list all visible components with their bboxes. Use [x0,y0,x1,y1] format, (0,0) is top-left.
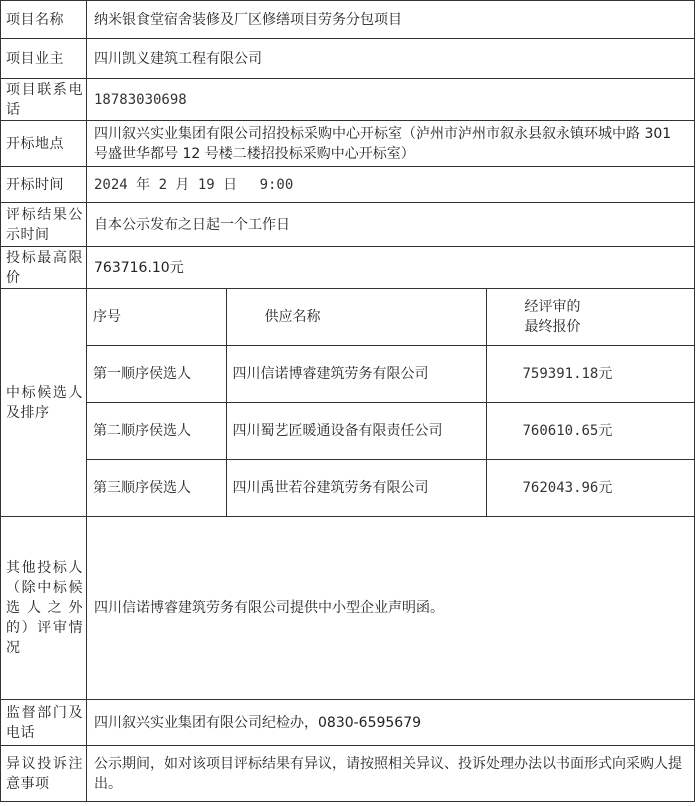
row-bid-time [1,167,695,203]
table-row [87,402,694,459]
price-header: 经评审的 最终报价 [486,289,694,345]
max-price-label: 投标最高限价 [1,247,87,289]
table-row [87,345,694,402]
candidates-label: 中标候选人及排序 [1,289,87,517]
others-value: 四川信诺博睿建筑劳务有限公司提供中小型企业声明函。 [87,517,695,700]
publicity-time-value: 自本公示发布之日起一个工作日 [87,203,695,247]
row-objection [1,746,695,802]
candidate-supplier: 四川信诺博睿建筑劳务有限公司 [226,345,486,402]
contact-value: 18783030698 [87,79,695,121]
publicity-time-label: 评标结果公示时间 [1,203,87,247]
objection-label: 异议投诉注意事项 [1,746,87,802]
candidate-rank: 第一顺序侯选人 [87,345,226,402]
others-label: 其他投标人（除中标候选人之外的）评审情况 [1,517,87,700]
row-bid-location [1,121,695,167]
owner-label: 项目业主 [1,39,87,79]
contact-label: 项目联系电话 [1,79,87,121]
row-max-price [1,247,695,289]
supervision-label: 监督部门及电话 [1,700,87,746]
candidate-rank: 第三顺序侯选人 [87,459,226,516]
owner-value: 四川凯义建筑工程有限公司 [87,39,695,79]
bid-location-value: 四川叙兴实业集团有限公司招投标采购中心开标室（泸州市泸州市叙永县叙永镇环城中路 301 号盛世华都号 12 号楼二楼招投标采购中心开标室） [87,121,695,167]
row-project-name [1,1,695,39]
candidate-supplier: 四川禹世若谷建筑劳务有限公司 [226,459,486,516]
row-contact [1,79,695,121]
bid-time-value: 2024 年 2 月 19 日 9:00 [87,167,695,203]
max-price-value: 763716.10元 [87,247,695,289]
candidate-price: 760610.65元 [486,402,694,459]
objection-value: 公示期间，如对该项目评标结果有异议，请按照相关异议、投诉处理办法以书面形式向采购人提出。 [87,746,695,802]
candidate-price: 759391.18元 [486,345,694,402]
row-candidates [1,289,695,517]
candidates-cell [87,289,695,517]
row-others [1,517,695,700]
project-name-label: 项目名称 [1,1,87,39]
row-owner [1,39,695,79]
supervision-value: 四川叙兴实业集团有限公司纪检办，0830-6595679 [87,700,695,746]
row-publicity-time [1,203,695,247]
supplier-header: 供应名称 [226,289,486,345]
rank-header: 序号 [87,289,226,345]
candidates-table [87,289,694,516]
candidates-header-row [87,289,694,345]
project-name-value: 纳米银食堂宿舍装修及厂区修缮项目劳务分包项目 [87,1,695,39]
row-supervision [1,700,695,746]
candidate-price: 762043.96元 [486,459,694,516]
candidate-supplier: 四川蜀艺匠暖通设备有限责任公司 [226,402,486,459]
bid-time-label: 开标时间 [1,167,87,203]
bid-location-label: 开标地点 [1,121,87,167]
table-row [87,459,694,516]
candidate-rank: 第二顺序侯选人 [87,402,226,459]
